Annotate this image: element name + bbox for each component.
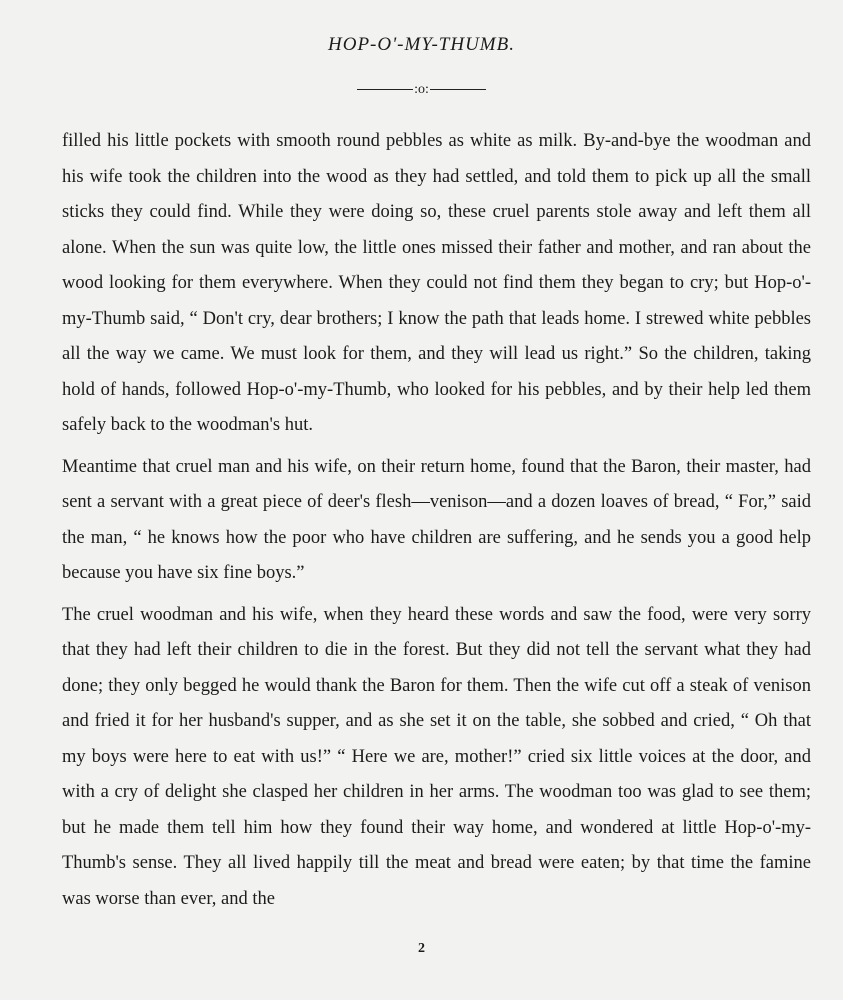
ornament-rule-left (357, 89, 413, 90)
ornament-rule-right (430, 89, 486, 90)
running-header-title: HOP-O'-MY-THUMB. (328, 34, 515, 55)
story-text (62, 124, 811, 917)
page-number: 2 (418, 941, 425, 956)
paragraph-2: Meantime that cruel man and his wife, on their return home, found that the Baron, their master, had sent a servant with a great piece of deer's flesh—venison—and a dozen loaves of bread, “ For,” said the man, “ he knows how the poor who have children are suffering, and he sends you a good help because you have six fine boys.” (62, 456, 811, 583)
ornament-mark: :o: (414, 81, 429, 97)
paragraph-1: filled his little pockets with smooth round pebbles as white as milk. By-and-bye the woodman and his wife took the children into the wood as they had settled, and told them to pick up all the small sticks they could find. While they were doing so, these cruel parents stole away and left them all alone. When the sun was quite low, the little ones missed their father and mother, and ran about the wood looking for them everywhere. When they could not find them they began to cry; but Hop-o'-my-Thumb said, “ Don't cry, dear brothers; I know the path that leads home. I strewed white pebbles all the way we came. We must look for them, and they will lead us right.” So the children, taking hold of hands, followed Hop-o'-my-Thumb, who looked for his pebbles, and by their help led them safely back to the woodman's hut. (62, 131, 811, 435)
header-ornament (0, 82, 843, 98)
paragraph-3: The cruel woodman and his wife, when they heard these words and saw the food, were very sorry that they had left their children to die in the forest. But they did not tell the servant what they had done; they only begged he would thank the Baron for them. Then the wife cut off a steak of venison and fried it for her husband's supper, and as she set it on the table, she sobbed and cried, “ Oh that my boys were here to eat with us!” “ Here we are, mother!” cried six little voices at the door, and with a cry of delight she clasped her children in her arms. The woodman too was glad to see them; but he made them tell him how they found their way home, and wondered at little Hop-o'-my-Thumb's sense. They all lived happily till the meat and bread were eaten; by that time the famine was worse than ever, and the (62, 604, 811, 909)
